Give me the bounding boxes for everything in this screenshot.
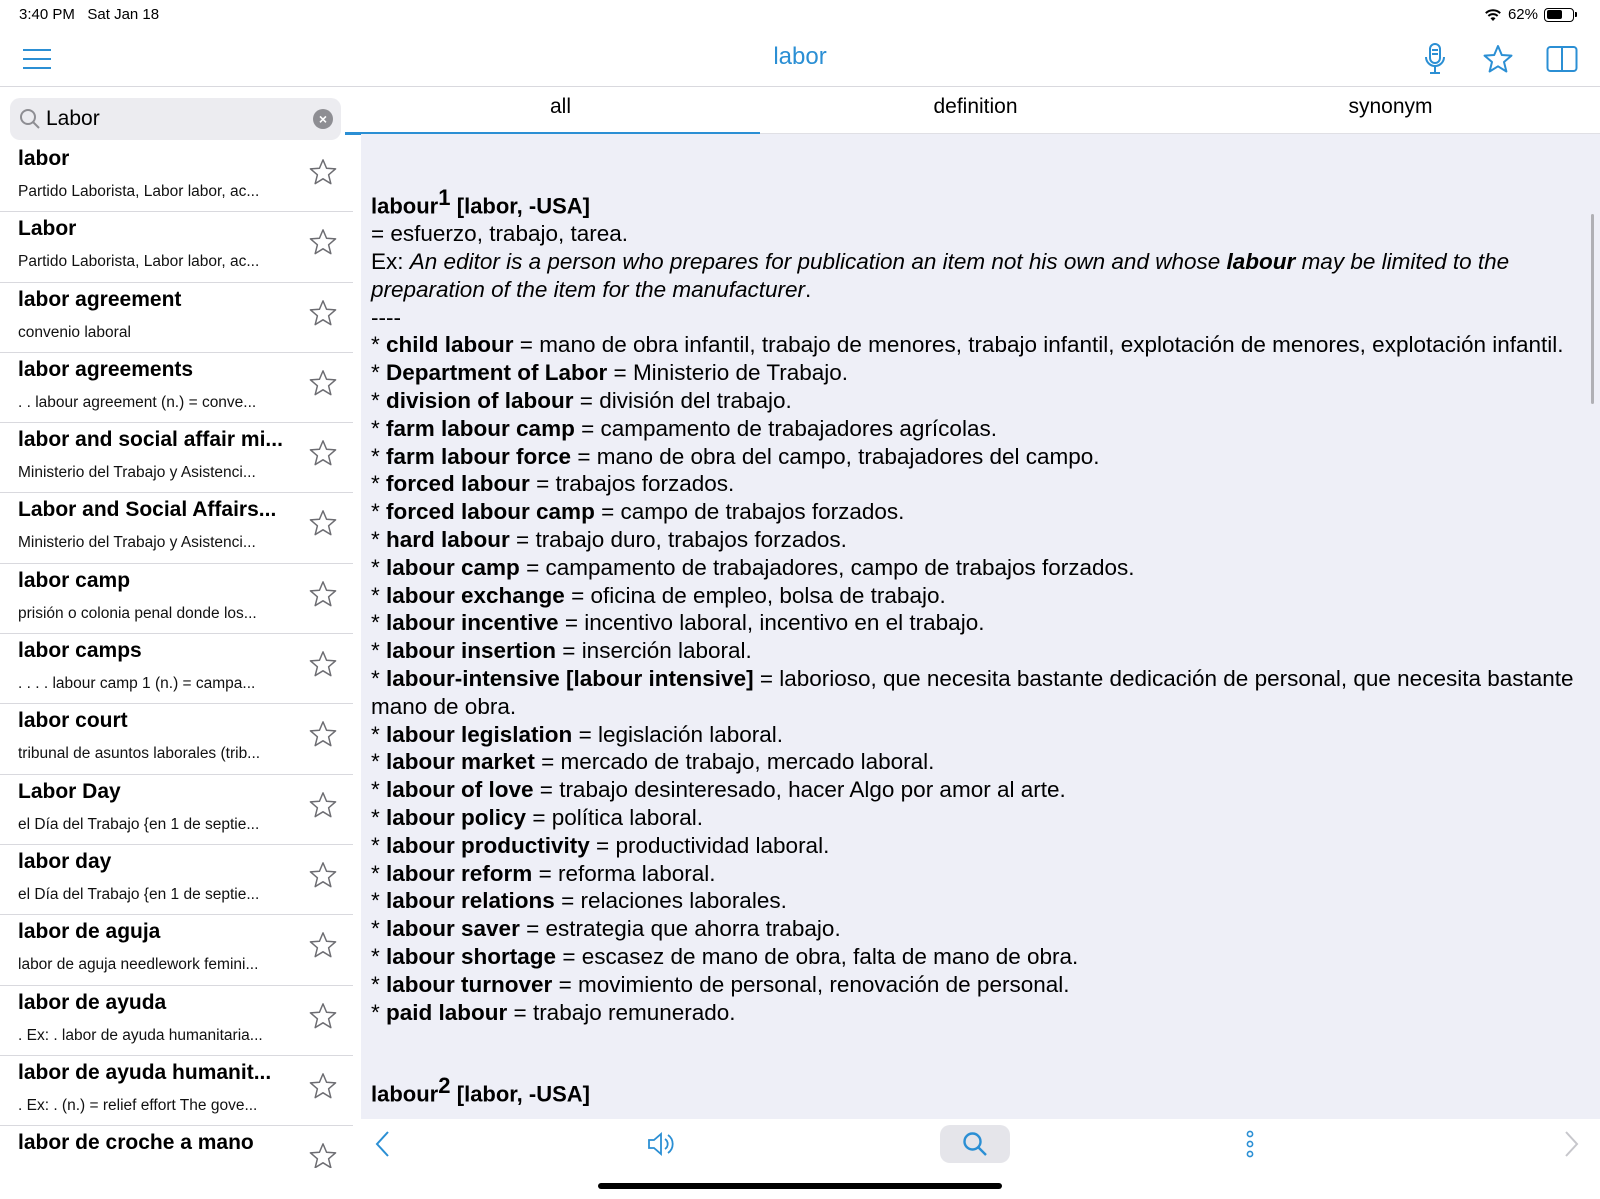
search-input[interactable] <box>46 104 306 134</box>
result-snippet: . Ex: . labor de ayuda humanitaria... <box>18 1026 263 1044</box>
phrase-meaning: = campamento de trabajadores, campo de trabajos forzados. <box>526 554 1135 580</box>
favorite-star-icon[interactable] <box>309 158 337 191</box>
result-item[interactable] <box>0 564 353 634</box>
result-word: labor camps <box>18 639 142 663</box>
phrase-meaning: = inserción laboral. <box>562 638 752 664</box>
phrase-term[interactable]: labour market <box>386 749 535 775</box>
phrase-meaning: = estrategia que ahorra trabajo. <box>526 916 841 942</box>
entry-1-headword: labour <box>371 193 439 219</box>
result-word: labor day <box>18 849 112 873</box>
phrase-term[interactable]: hard labour <box>386 527 510 553</box>
result-item[interactable] <box>0 493 353 563</box>
tab-bar <box>353 88 1600 134</box>
result-word: labor de aguja <box>18 920 161 944</box>
favorite-star-icon[interactable] <box>309 931 337 964</box>
phrase-term[interactable]: labour productivity <box>386 832 590 858</box>
entry-1-example: Ex: An editor is a person who prepares for publication an item not his own and whose labour may be limited to the preparation of the item for the manufacturer. <box>371 249 1510 302</box>
result-snippet: el Día del Trabajo {en 1 de septie... <box>18 815 260 833</box>
phrase-term[interactable]: labour relations <box>386 888 555 914</box>
result-word: Labor <box>18 217 77 241</box>
result-snippet: Partido Laborista, Labor labor, ac... <box>18 253 260 271</box>
search-bar <box>10 98 341 140</box>
result-item[interactable] <box>0 423 353 493</box>
page-title: labor <box>773 43 827 70</box>
phrase-meaning: = división del trabajo. <box>579 388 792 414</box>
phrase-term[interactable]: labour insertion <box>386 638 557 664</box>
favorite-star-icon[interactable] <box>309 580 337 613</box>
phrase-meaning: = mano de obra infantil, trabajo de menores, trabajo infantil, explotación de menores, explotación infantil. <box>519 332 1564 358</box>
favorite-star-icon[interactable] <box>309 650 337 683</box>
result-snippet: Ministerio del Trabajo y Asistenci... <box>18 534 256 552</box>
battery-fill <box>1547 10 1563 19</box>
result-snippet: convenio laboral <box>18 323 131 341</box>
phrase-line: * labour insertion = inserción laboral. <box>371 638 752 664</box>
result-snippet: el Día del Trabajo {en 1 de septie... <box>18 885 260 903</box>
phrase-line: * labour legislation = legislación laboral. <box>371 721 784 747</box>
phrase-meaning: = campo de trabajos forzados. <box>601 499 905 525</box>
entry-2 <box>371 1072 1581 1108</box>
phrase-line: * labour exchange = oficina de empleo, bolsa de trabajo. <box>371 582 946 608</box>
phrase-meaning: = oficina de empleo, bolsa de trabajo. <box>571 582 946 608</box>
phrase-line: * hard labour = trabajo duro, trabajos forzados. <box>371 527 847 553</box>
phrase-line: * farm labour force = mano de obra del campo, trabajadores del campo. <box>371 443 1100 469</box>
result-item[interactable] <box>0 142 353 212</box>
result-word: labor de croche a mano <box>18 1131 254 1155</box>
sidebar <box>0 88 353 1168</box>
phrase-line: * labour incentive = incentivo laboral, incentivo en el trabajo. <box>371 610 985 636</box>
content-scrollbar[interactable] <box>1591 214 1594 404</box>
phrase-term[interactable]: farm labour camp <box>386 415 575 441</box>
favorite-star-icon[interactable] <box>309 369 337 402</box>
home-indicator[interactable] <box>598 1183 1002 1189</box>
favorite-star-icon[interactable] <box>309 1072 337 1105</box>
phrase-term[interactable]: labour turnover <box>386 971 553 997</box>
phrase-term[interactable]: labour legislation <box>386 721 573 747</box>
book-icon[interactable] <box>1545 42 1579 76</box>
more-icon[interactable] <box>1240 1125 1260 1163</box>
phrase-term[interactable]: labour exchange <box>386 582 565 608</box>
phrase-line: * labour policy = política laboral. <box>371 805 704 831</box>
phrase-term[interactable]: labour incentive <box>386 610 559 636</box>
phrase-list <box>371 331 1581 1026</box>
phrase-term[interactable]: labour reform <box>386 860 533 886</box>
phrase-line: * labour camp = campamento de trabajadores, campo de trabajos forzados. <box>371 554 1135 580</box>
status-right <box>1484 6 1574 23</box>
results-list <box>0 142 353 1168</box>
tab-definition[interactable]: definition <box>933 95 1018 118</box>
phrase-meaning: = trabajos forzados. <box>536 471 735 497</box>
favorite-star-icon[interactable] <box>309 439 337 472</box>
phrase-meaning: = mercado de trabajo, mercado laboral. <box>541 749 935 775</box>
result-snippet: . . . . labour camp 1 (n.) = campa... <box>18 675 256 693</box>
phrase-meaning: = productividad laboral. <box>596 832 830 858</box>
phrase-term[interactable]: labour saver <box>386 916 520 942</box>
phrase-meaning: = trabajo remunerado. <box>513 999 736 1025</box>
entry-2-sup: 2 <box>438 1073 451 1098</box>
phrase-line: * labour-intensive [labour intensive] = laborioso, que necesita bastante dedicación de personal, que necesita bastante mano de obra. <box>371 666 1574 719</box>
result-snippet: prisión o colonia penal donde los... <box>18 604 257 622</box>
phrase-line: * labour shortage = escasez de mano de obra, falta de mano de obra. <box>371 944 1079 970</box>
result-item[interactable] <box>0 704 353 774</box>
phrase-line: * labour saver = estrategia que ahorra trabajo. <box>371 916 841 942</box>
phrase-term[interactable]: paid labour <box>386 999 508 1025</box>
phrase-meaning: = relaciones laborales. <box>561 888 787 914</box>
phrase-term[interactable]: forced labour camp <box>386 499 595 525</box>
phrase-meaning: = escasez de mano de obra, falta de mano de obra. <box>562 944 1079 970</box>
favorite-star-icon[interactable] <box>309 299 337 332</box>
battery-icon <box>1544 8 1574 22</box>
phrase-term[interactable]: division of labour <box>386 388 574 414</box>
entry-2-variant: [labor, -USA] <box>456 1081 590 1107</box>
phrase-meaning: = campamento de trabajadores agrícolas. <box>581 415 997 441</box>
phrase-meaning: = incentivo laboral, incentivo en el trabajo. <box>564 610 985 636</box>
phrase-line: * paid labour = trabajo remunerado. <box>371 999 736 1025</box>
phrase-term[interactable]: labour of love <box>386 777 534 803</box>
phrase-line: * labour relations = relaciones laborales. <box>371 888 787 914</box>
result-snippet: Ministerio del Trabajo y Asistenci... <box>18 464 256 482</box>
clear-search-icon[interactable]: × <box>313 109 333 129</box>
search-button[interactable] <box>940 1125 1010 1163</box>
result-word: labor de ayuda humanit... <box>18 1060 272 1084</box>
phrase-term[interactable]: child labour <box>386 332 514 358</box>
phrase-meaning: = política laboral. <box>532 805 704 831</box>
tab-all[interactable]: all <box>353 88 768 134</box>
phrase-line: * labour reform = reforma laboral. <box>371 860 716 886</box>
result-word: Labor and Social Affairs... <box>18 498 277 522</box>
microphone-icon[interactable] <box>1418 42 1452 76</box>
result-item[interactable] <box>0 915 353 985</box>
phrase-term[interactable]: labour shortage <box>386 944 557 970</box>
phrase-term[interactable]: Department of Labor <box>386 360 608 386</box>
phrase-line: * farm labour camp = campamento de trabajadores agrícolas. <box>371 415 997 441</box>
phrase-term[interactable]: farm labour force <box>386 443 572 469</box>
result-item[interactable] <box>0 1126 353 1168</box>
result-word: labor de ayuda <box>18 990 167 1014</box>
result-word: labor agreements <box>18 357 194 381</box>
entry-1-sup: 1 <box>438 185 451 210</box>
speaker-icon[interactable] <box>645 1125 677 1163</box>
entry-1 <box>371 184 1581 1026</box>
search-icon <box>19 108 41 130</box>
phrase-term[interactable]: labour-intensive [labour intensive] <box>386 666 754 692</box>
result-snippet: labor de aguja needlework femini... <box>18 956 259 974</box>
status-bar <box>0 0 1600 30</box>
phrase-line: * labour market = mercado de trabajo, mercado laboral. <box>371 749 935 775</box>
phrase-line: * labour of love = trabajo desinteresado, hacer Algo por amor al arte. <box>371 777 1066 803</box>
phrase-meaning: = legislación laboral. <box>578 721 784 747</box>
result-item[interactable] <box>0 775 353 845</box>
result-item[interactable] <box>0 845 353 915</box>
favorite-star-icon[interactable] <box>309 720 337 753</box>
tab-synonym[interactable]: synonym <box>1348 95 1433 118</box>
phrase-line: * child labour = mano de obra infantil, trabajo de menores, trabajo infantil, explotación de menores, explotación infantil. <box>371 332 1564 358</box>
favorite-star-icon[interactable] <box>309 1002 337 1035</box>
entry-1-heading <box>371 184 1581 220</box>
phrase-meaning: = trabajo desinteresado, hacer Algo por amor al arte. <box>539 777 1066 803</box>
entry-1-variant: [labor, -USA] <box>456 193 590 219</box>
result-word: labor camp <box>18 568 131 592</box>
entry-1-separator: ---- <box>371 304 401 330</box>
result-snippet: tribunal de asuntos laborales (trib... <box>18 745 261 763</box>
search-icon <box>962 1131 988 1157</box>
result-word: labor agreement <box>18 287 182 311</box>
result-item[interactable] <box>0 283 353 353</box>
result-item[interactable] <box>0 634 353 704</box>
phrase-line: * labour turnover = movimiento de personal, renovación de personal. <box>371 971 1070 997</box>
back-icon[interactable] <box>371 1125 393 1163</box>
favorite-star-icon[interactable] <box>309 228 337 261</box>
phrase-meaning: = trabajo duro, trabajos forzados. <box>516 527 847 553</box>
result-snippet: . Ex: . (n.) = relief effort The gove... <box>18 1096 258 1114</box>
result-item[interactable] <box>0 1056 353 1126</box>
result-word: labor <box>18 147 70 170</box>
phrase-term[interactable]: forced labour <box>386 471 530 497</box>
result-item[interactable] <box>0 212 353 282</box>
battery-percent: 62% <box>1507 6 1538 23</box>
phrase-line: * division of labour = división del trabajo. <box>371 388 792 414</box>
favorite-star-icon[interactable] <box>309 861 337 894</box>
phrase-line: * forced labour = trabajos forzados. <box>371 471 735 497</box>
result-item[interactable] <box>0 986 353 1056</box>
phrase-line: * forced labour camp = campo de trabajos forzados. <box>371 499 905 525</box>
phrase-meaning: = mano de obra del campo, trabajadores del campo. <box>577 443 1100 469</box>
phrase-line: * Department of Labor = Ministerio de Trabajo. <box>371 360 849 386</box>
phrase-meaning: = Ministerio de Trabajo. <box>613 360 849 386</box>
result-item[interactable] <box>0 353 353 423</box>
nav-bar <box>0 30 1600 87</box>
definition-content <box>361 134 1600 1119</box>
bottom-toolbar <box>353 1119 1600 1169</box>
status-time: 3:40 PM Sat Jan 18 <box>19 6 160 23</box>
phrase-meaning: = reforma laboral. <box>538 860 716 886</box>
wifi-icon <box>1484 8 1502 22</box>
phrase-meaning: = movimiento de personal, renovación de personal. <box>558 971 1070 997</box>
star-icon[interactable] <box>1481 42 1515 76</box>
result-snippet: . . labour agreement (n.) = conve... <box>18 393 257 411</box>
phrase-meaning: = laborioso, que necesita bastante dedicación de personal, que necesita bastante mano de obra. <box>371 666 1574 719</box>
favorite-star-icon[interactable] <box>309 509 337 542</box>
favorite-star-icon[interactable] <box>309 1142 337 1168</box>
phrase-term[interactable]: labour camp <box>386 554 520 580</box>
favorite-star-icon[interactable] <box>309 791 337 824</box>
result-snippet: Partido Laborista, Labor labor, ac... <box>18 183 260 200</box>
phrase-line: * labour productivity = productividad laboral. <box>371 832 830 858</box>
result-word: labor court <box>18 709 128 733</box>
result-word: labor and social affair mi... <box>18 428 283 452</box>
result-word: Labor Day <box>18 779 121 803</box>
entry-2-headword: labour <box>371 1081 439 1107</box>
entry-1-translation: = esfuerzo, trabajo, tarea. <box>371 221 629 247</box>
forward-icon[interactable] <box>1561 1125 1583 1163</box>
phrase-term[interactable]: labour policy <box>386 805 527 831</box>
